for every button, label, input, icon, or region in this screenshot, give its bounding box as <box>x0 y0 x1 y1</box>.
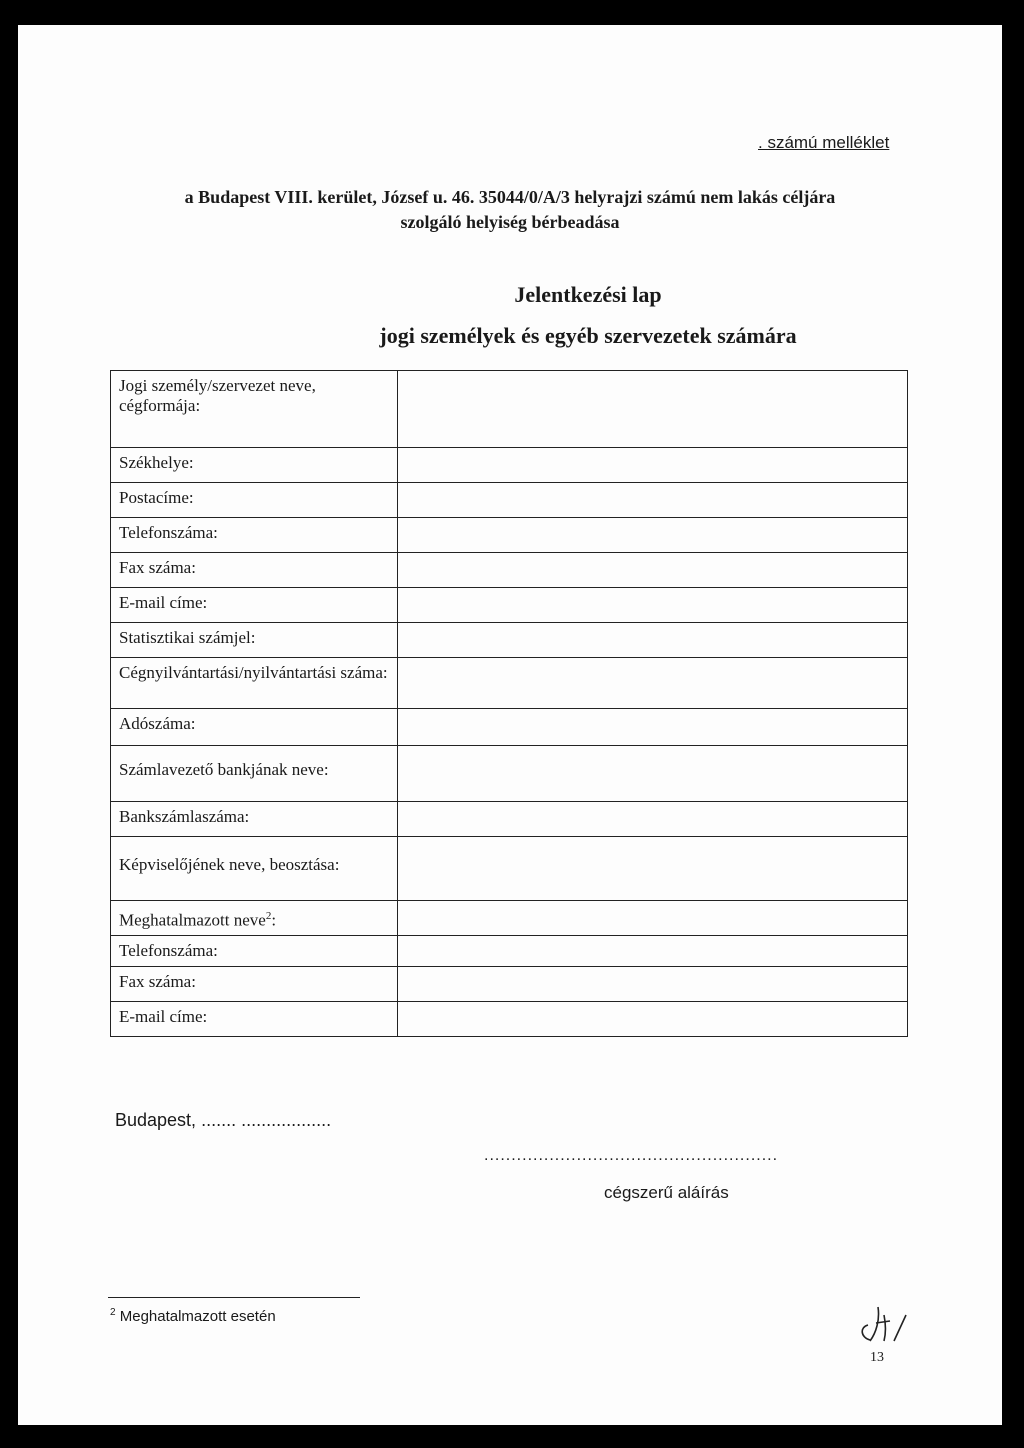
form-row <box>110 967 908 1002</box>
form-row <box>110 837 908 901</box>
form-row <box>110 588 908 623</box>
form-label <box>110 746 397 801</box>
field-input-phone[interactable] <box>397 518 908 552</box>
field-input-registry-number[interactable] <box>397 658 908 708</box>
form-label <box>110 588 397 622</box>
field-label-bank-account: Bankszámlaszáma: <box>119 807 250 826</box>
field-input-authorized-person[interactable] <box>397 901 908 935</box>
field-input-statistical-code[interactable] <box>397 623 908 657</box>
field-input-fax[interactable] <box>397 553 908 587</box>
field-input-auth-phone[interactable] <box>397 936 908 966</box>
field-input-auth-email[interactable] <box>397 1002 908 1036</box>
field-label-registry-number: Cégnyilvántartási/nyilvántartási száma: <box>119 663 388 682</box>
form-label <box>110 371 397 447</box>
field-label-colon: : <box>271 910 277 930</box>
field-input-bank-name[interactable] <box>397 746 908 801</box>
form-row <box>110 746 908 802</box>
form-row <box>110 483 908 518</box>
form-label <box>110 483 397 517</box>
form-subtitle: jogi személyek és egyéb szervezetek számára <box>379 323 797 348</box>
field-label-auth-email: E-mail címe: <box>119 1007 208 1026</box>
signature-line: ...................................................... <box>484 1147 779 1164</box>
form-label <box>110 901 397 935</box>
field-input-email[interactable] <box>397 588 908 622</box>
place-date-line: Budapest, ....... .................. <box>115 1110 332 1130</box>
field-label-authorized-person: Meghatalmazott neve <box>119 910 266 930</box>
form-row <box>110 936 908 967</box>
footnote-text: Meghatalmazott esetén <box>115 1308 276 1325</box>
form-label <box>110 837 397 900</box>
field-label-name: Jogi személy/szervezet neve, cégformája: <box>119 376 316 415</box>
field-input-tax-number[interactable] <box>397 709 908 745</box>
header-line-2: szolgáló helyiség bérbeadása <box>400 212 620 232</box>
form-label <box>110 709 397 745</box>
field-input-representative[interactable] <box>397 837 908 900</box>
header-line-1: a Budapest VIII. kerület, József u. 46. 35044/0/A/3 helyrajzi számú nem lakás céljára <box>184 187 836 207</box>
handwritten-initials <box>848 1305 918 1345</box>
form-label <box>110 967 397 1001</box>
field-label-phone: Telefonszáma: <box>119 523 218 542</box>
form-label <box>110 448 397 482</box>
form-label <box>110 1002 397 1036</box>
field-label-postal-address: Postacíme: <box>119 488 194 507</box>
field-label-representative: Képviselőjének neve, beosztása: <box>119 855 340 874</box>
form-row <box>110 802 908 837</box>
form-label <box>110 553 397 587</box>
form-title: Jelentkezési lap <box>514 282 662 307</box>
field-input-postal-address[interactable] <box>397 483 908 517</box>
form-label <box>110 802 397 836</box>
footnote-divider <box>108 1297 360 1298</box>
form-label <box>110 518 397 552</box>
form-row <box>110 518 908 553</box>
field-label-statistical-code: Statisztikai számjel: <box>119 628 256 647</box>
footnote-marker: 2 <box>265 910 272 922</box>
form-row <box>110 370 908 448</box>
document-page <box>18 25 1002 1425</box>
field-label-seat: Székhelye: <box>119 453 194 472</box>
signature-label: cégszerű aláírás <box>604 1183 729 1202</box>
form-row <box>110 553 908 588</box>
field-input-seat[interactable] <box>397 448 908 482</box>
form-row <box>110 709 908 746</box>
field-label-bank-name: Számlavezető bankjának neve: <box>119 760 329 779</box>
form-row <box>110 1002 908 1037</box>
field-input-bank-account[interactable] <box>397 802 908 836</box>
field-label-email: E-mail címe: <box>119 593 208 612</box>
annex-label: . számú melléklet <box>758 133 890 152</box>
form-row <box>110 901 908 936</box>
application-form-table <box>110 370 908 1037</box>
form-label <box>110 658 397 708</box>
footnote <box>110 1307 276 1325</box>
field-label-auth-phone: Telefonszáma: <box>119 941 218 960</box>
form-row <box>110 623 908 658</box>
form-label <box>110 936 397 966</box>
form-label <box>110 623 397 657</box>
page-number: 13 <box>870 1350 884 1365</box>
field-label-fax: Fax száma: <box>119 558 196 577</box>
field-input-name[interactable] <box>397 371 908 447</box>
field-label-tax-number: Adószáma: <box>119 714 196 733</box>
field-label-auth-fax: Fax száma: <box>119 972 196 991</box>
form-row <box>110 658 908 709</box>
footnote-number: 2 <box>110 1307 116 1318</box>
form-row <box>110 448 908 483</box>
field-input-auth-fax[interactable] <box>397 967 908 1001</box>
